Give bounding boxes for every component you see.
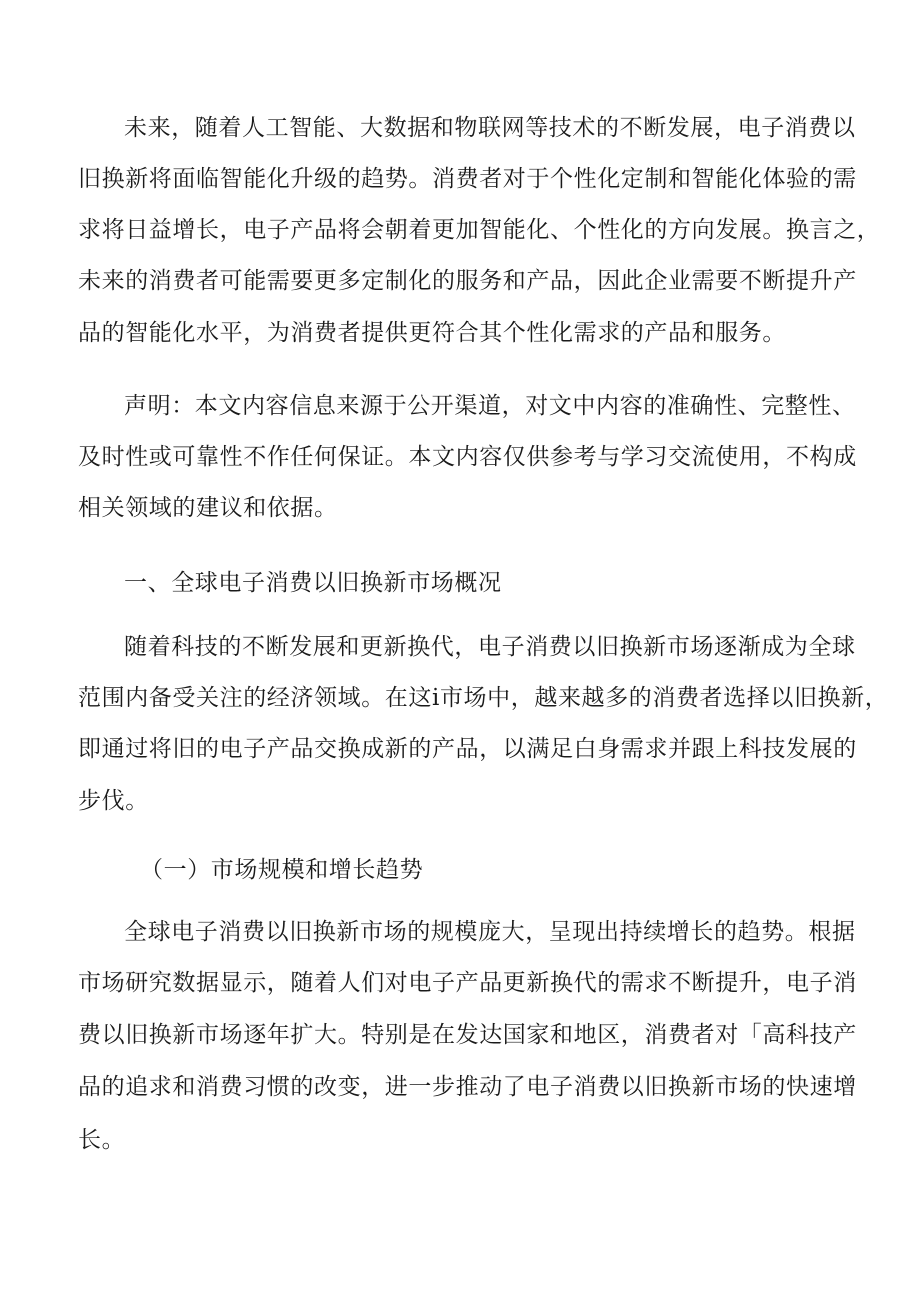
text-line: 求将日益增长，电子产品将会朝着更加智能化、个性化的方向发展。换言之，	[78, 217, 881, 243]
section-heading: 一、全球电子消费以旧换新市场概况	[124, 570, 502, 596]
text-line: 及时性或可靠性不作任何保证。本文内容仅供参考与学习交流使用，不构成	[78, 444, 857, 470]
text-line: 品的追求和消费习惯的改变，进一步推动了电子消费以旧换新市场的快速增	[78, 1074, 857, 1100]
text-line: 全球电子消费以旧换新市场的规模庞大，呈现出持续增长的趋势。根据	[124, 919, 856, 945]
text-line: 随着科技的不断发展和更新换代，电子消费以旧换新市场逐渐成为全球	[124, 634, 856, 660]
text-line: 费以旧换新市场逐年扩大。特别是在发达国家和地区，消费者对「高科技产	[78, 1022, 857, 1048]
text-line: 即通过将旧的电子产品交换成新的产品，以满足白身需求并跟上科技发展的	[78, 736, 857, 762]
text-line: 旧换新将面临智能化升级的趋势。消费者对于个性化定制和智能化体验的需	[78, 166, 857, 192]
text-line: 步伐。	[78, 788, 149, 814]
text-line: 范围内备受关注的经济领域。在这i市场中，越来越多的消费者选择以旧换新，	[78, 685, 889, 711]
text-line: 未来，随着人工智能、大数据和物联网等技术的不断发展，电子消费以	[124, 115, 856, 141]
text-line: 市场研究数据显示，随着人们对电子产品更新换代的需求不断提升，电子消	[78, 970, 857, 996]
text-line: 相关领域的建议和依据。	[78, 495, 338, 521]
subsection-heading: （一）市场规模和增长趋势	[140, 857, 424, 883]
text-line: 未来的消费者可能需要更多定制化的服务和产品，因此企业需要不断提升产	[78, 268, 857, 294]
text-line: 声明：本文内容信息来源于公开渠道，对文中内容的准确性、完整性、	[124, 393, 856, 419]
text-line: 品的智能化水平，为消费者提供更符合其个性化需求的产品和服务。	[78, 320, 786, 346]
text-line: 长。	[78, 1127, 126, 1153]
